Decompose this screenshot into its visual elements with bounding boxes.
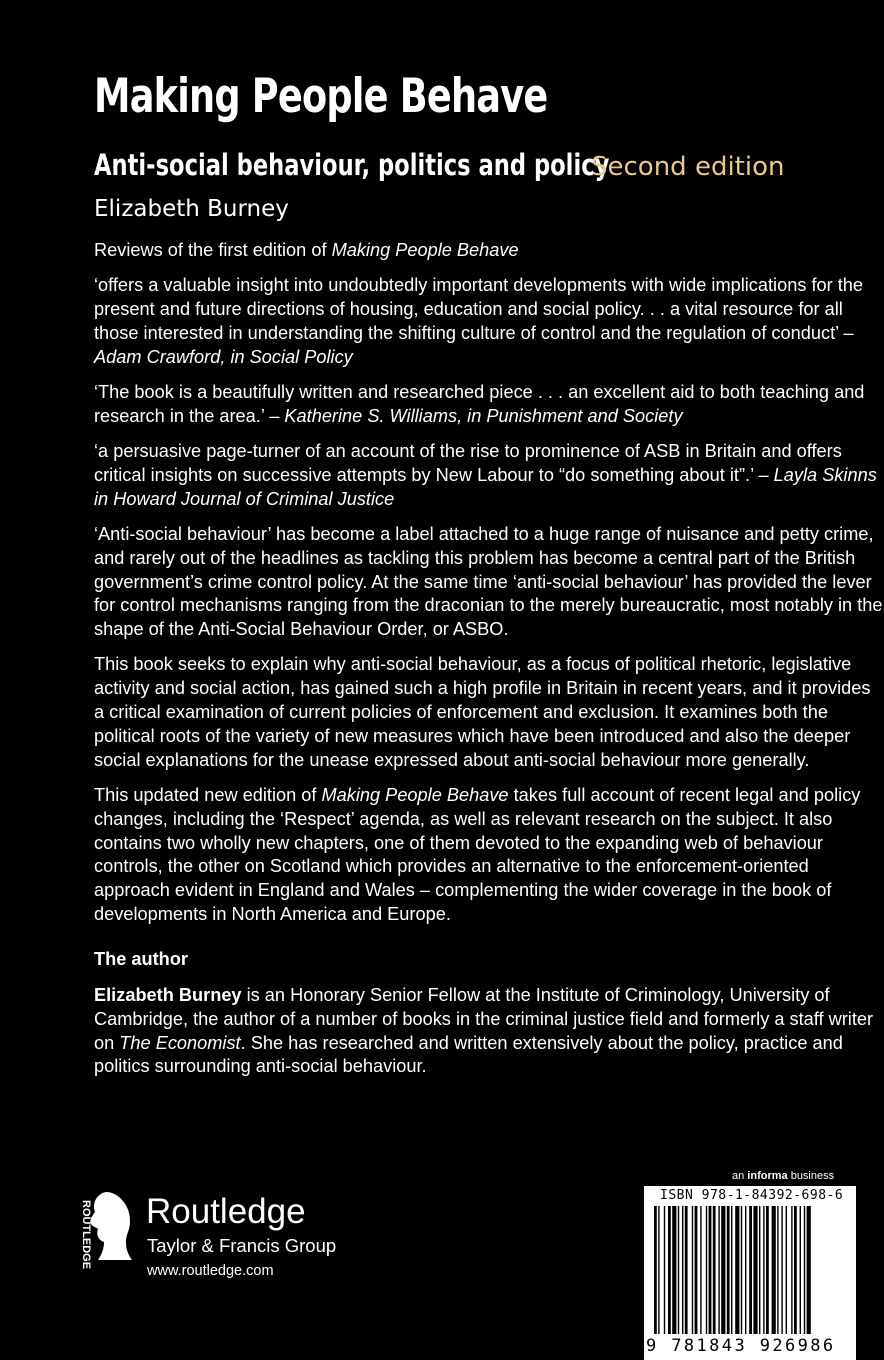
review-source: Adam Crawford, in Social Policy	[94, 346, 353, 367]
barcode-bar	[772, 1206, 776, 1334]
edition-label: Second edition	[591, 152, 785, 182]
review-quote: ‘a persuasive page-turner of an account of the rise to prominence of ASB in Britain and offers critical insights on successive attempts by New Labour to “do something about it”.’ – Layla Skinns in Howard Journal of Criminal Justice	[94, 441, 877, 509]
description-paragraph: This updated new edition of Making People Behave takes full account of recent legal and policy changes, including the ‘Respect’ agenda, as well as relevant research on the subject. It also contains two wholly new chapters, one of them devoted to the expanding web of behaviour controls, the other on Scotland which provides an alternative to the enforcement-oriented approach evident in England and Wales – complementing the wider coverage in the book of developments in North America and Europe.	[94, 784, 861, 924]
barcode-bar	[794, 1206, 797, 1334]
barcode-bar	[672, 1206, 676, 1334]
review-quote: ‘The book is a beautifully written and researched piece . . . an excellent aid to both teaching and research in the area.’ – Katherine S. Williams, in Punishment and Society	[94, 381, 865, 426]
barcode-bar	[658, 1206, 659, 1334]
barcode-bar	[718, 1206, 719, 1334]
barcode-icon	[654, 1206, 846, 1336]
barcode-bar	[668, 1206, 671, 1334]
barcode-bar	[763, 1206, 764, 1334]
barcode-bar	[664, 1206, 665, 1334]
barcode-bar	[791, 1206, 792, 1334]
review-quote: ‘offers a valuable insight into undoubtedly important developments with wide implications for the present and future directions of housing, education and social policy. . . a vital resource for all those interested in understanding the shifting culture of control and the regulation of conduct’ – Adam Crawford, in Social Policy	[94, 275, 864, 367]
description-paragraph: ‘Anti-social behaviour’ has become a label attached to a huge range of nuisance and petty crime, and rarely out of the headlines as tackling this problem has become a central part of the British government’s crime control policy. At the same time ‘anti-social behaviour’ has provided the lever for control mechanisms ranging from the draconian to the merely bureaucratic, most notably in the shape of the Anti-Social Behaviour Order, or ASBO.	[94, 523, 883, 640]
description-paragraph: This book seeks to explain why anti-social behaviour, as a focus of political rhetoric, legislative activity and social action, has gained such a high profile in Britain in recent years, and it provides a critical examination of current policies of enforcement and exclusion. It examines both the political roots of the variety of new measures which have been introduced and also the deeper social explanations for the unease expressed about anti-social behaviour more generally.	[94, 654, 871, 770]
barcode-bar	[807, 1206, 811, 1334]
barcode-bar	[721, 1206, 725, 1334]
barcode-bar	[727, 1206, 730, 1334]
barcode-bar	[682, 1206, 683, 1334]
reviews-intro: Reviews of the first edition of Making People Behave	[94, 240, 519, 260]
routledge-logo-icon	[80, 1190, 134, 1270]
barcode-bar	[804, 1206, 805, 1334]
barcode-bar	[700, 1206, 701, 1334]
barcode-bar	[753, 1206, 757, 1334]
review-source: – Layla Skinns in Howard Journal of Criminal Justice	[94, 464, 877, 509]
book-title-ref: Making People Behave	[321, 784, 509, 805]
author-bio-name: Elizabeth Burney	[94, 985, 242, 1006]
barcode-bar	[654, 1206, 657, 1334]
barcode-bar	[777, 1206, 778, 1334]
publication-name: The Economist	[119, 1032, 241, 1053]
barcode-bar	[731, 1206, 732, 1334]
barcode-bar	[709, 1206, 712, 1334]
barcode-bar	[800, 1206, 801, 1334]
review-source: Katherine S. Williams, in Punishment and Society	[284, 405, 683, 426]
barcode-bar	[766, 1206, 769, 1334]
author-heading: The author	[94, 949, 188, 970]
publisher-group: Taylor & Francis Group	[147, 1235, 337, 1256]
publisher-url[interactable]: www.routledge.com	[147, 1263, 274, 1279]
barcode-bar	[713, 1206, 716, 1334]
barcode-bar	[695, 1206, 698, 1334]
isbn-barcode	[644, 1186, 856, 1360]
book-title: Making People Behave	[94, 69, 548, 124]
barcode-bar	[678, 1206, 679, 1334]
barcode-bar	[735, 1206, 739, 1334]
barcode-bar	[706, 1206, 707, 1334]
book-title-ref: Making People Behave	[331, 240, 519, 260]
back-cover-text	[94, 239, 884, 1091]
author-name: Elizabeth Burney	[94, 196, 289, 222]
barcode-bar	[749, 1206, 752, 1334]
barcode-bar	[685, 1206, 688, 1334]
barcode-bar	[786, 1206, 787, 1334]
informa-brand: informa	[747, 1170, 788, 1182]
author-bio: Elizabeth Burney is an Honorary Senior Fellow at the Institute of Criminology, University of Cambridge, the author of a number of books in the criminal justice field and formerly a staff writer on The Economist. She has researched and written extensively about the policy, practice and politics surrounding anti-social behaviour.	[94, 985, 874, 1077]
isbn-label: ISBN 978-1-84392-698-6	[660, 1188, 844, 1203]
barcode-bar	[745, 1206, 746, 1334]
barcode-bar	[759, 1206, 760, 1334]
book-subtitle: Anti-social behaviour, politics and policy	[94, 148, 610, 182]
barcode-bar	[692, 1206, 693, 1334]
barcode-bar	[781, 1206, 782, 1334]
publisher-name: Routledge	[146, 1192, 306, 1231]
publisher-block	[80, 1190, 380, 1290]
informa-business-label: an informa business	[732, 1170, 835, 1182]
barcode-bar	[741, 1206, 742, 1334]
barcode-digits: 9 781843 926986	[646, 1336, 836, 1356]
logo-wordmark: ROUTLEDGE	[80, 1200, 92, 1270]
